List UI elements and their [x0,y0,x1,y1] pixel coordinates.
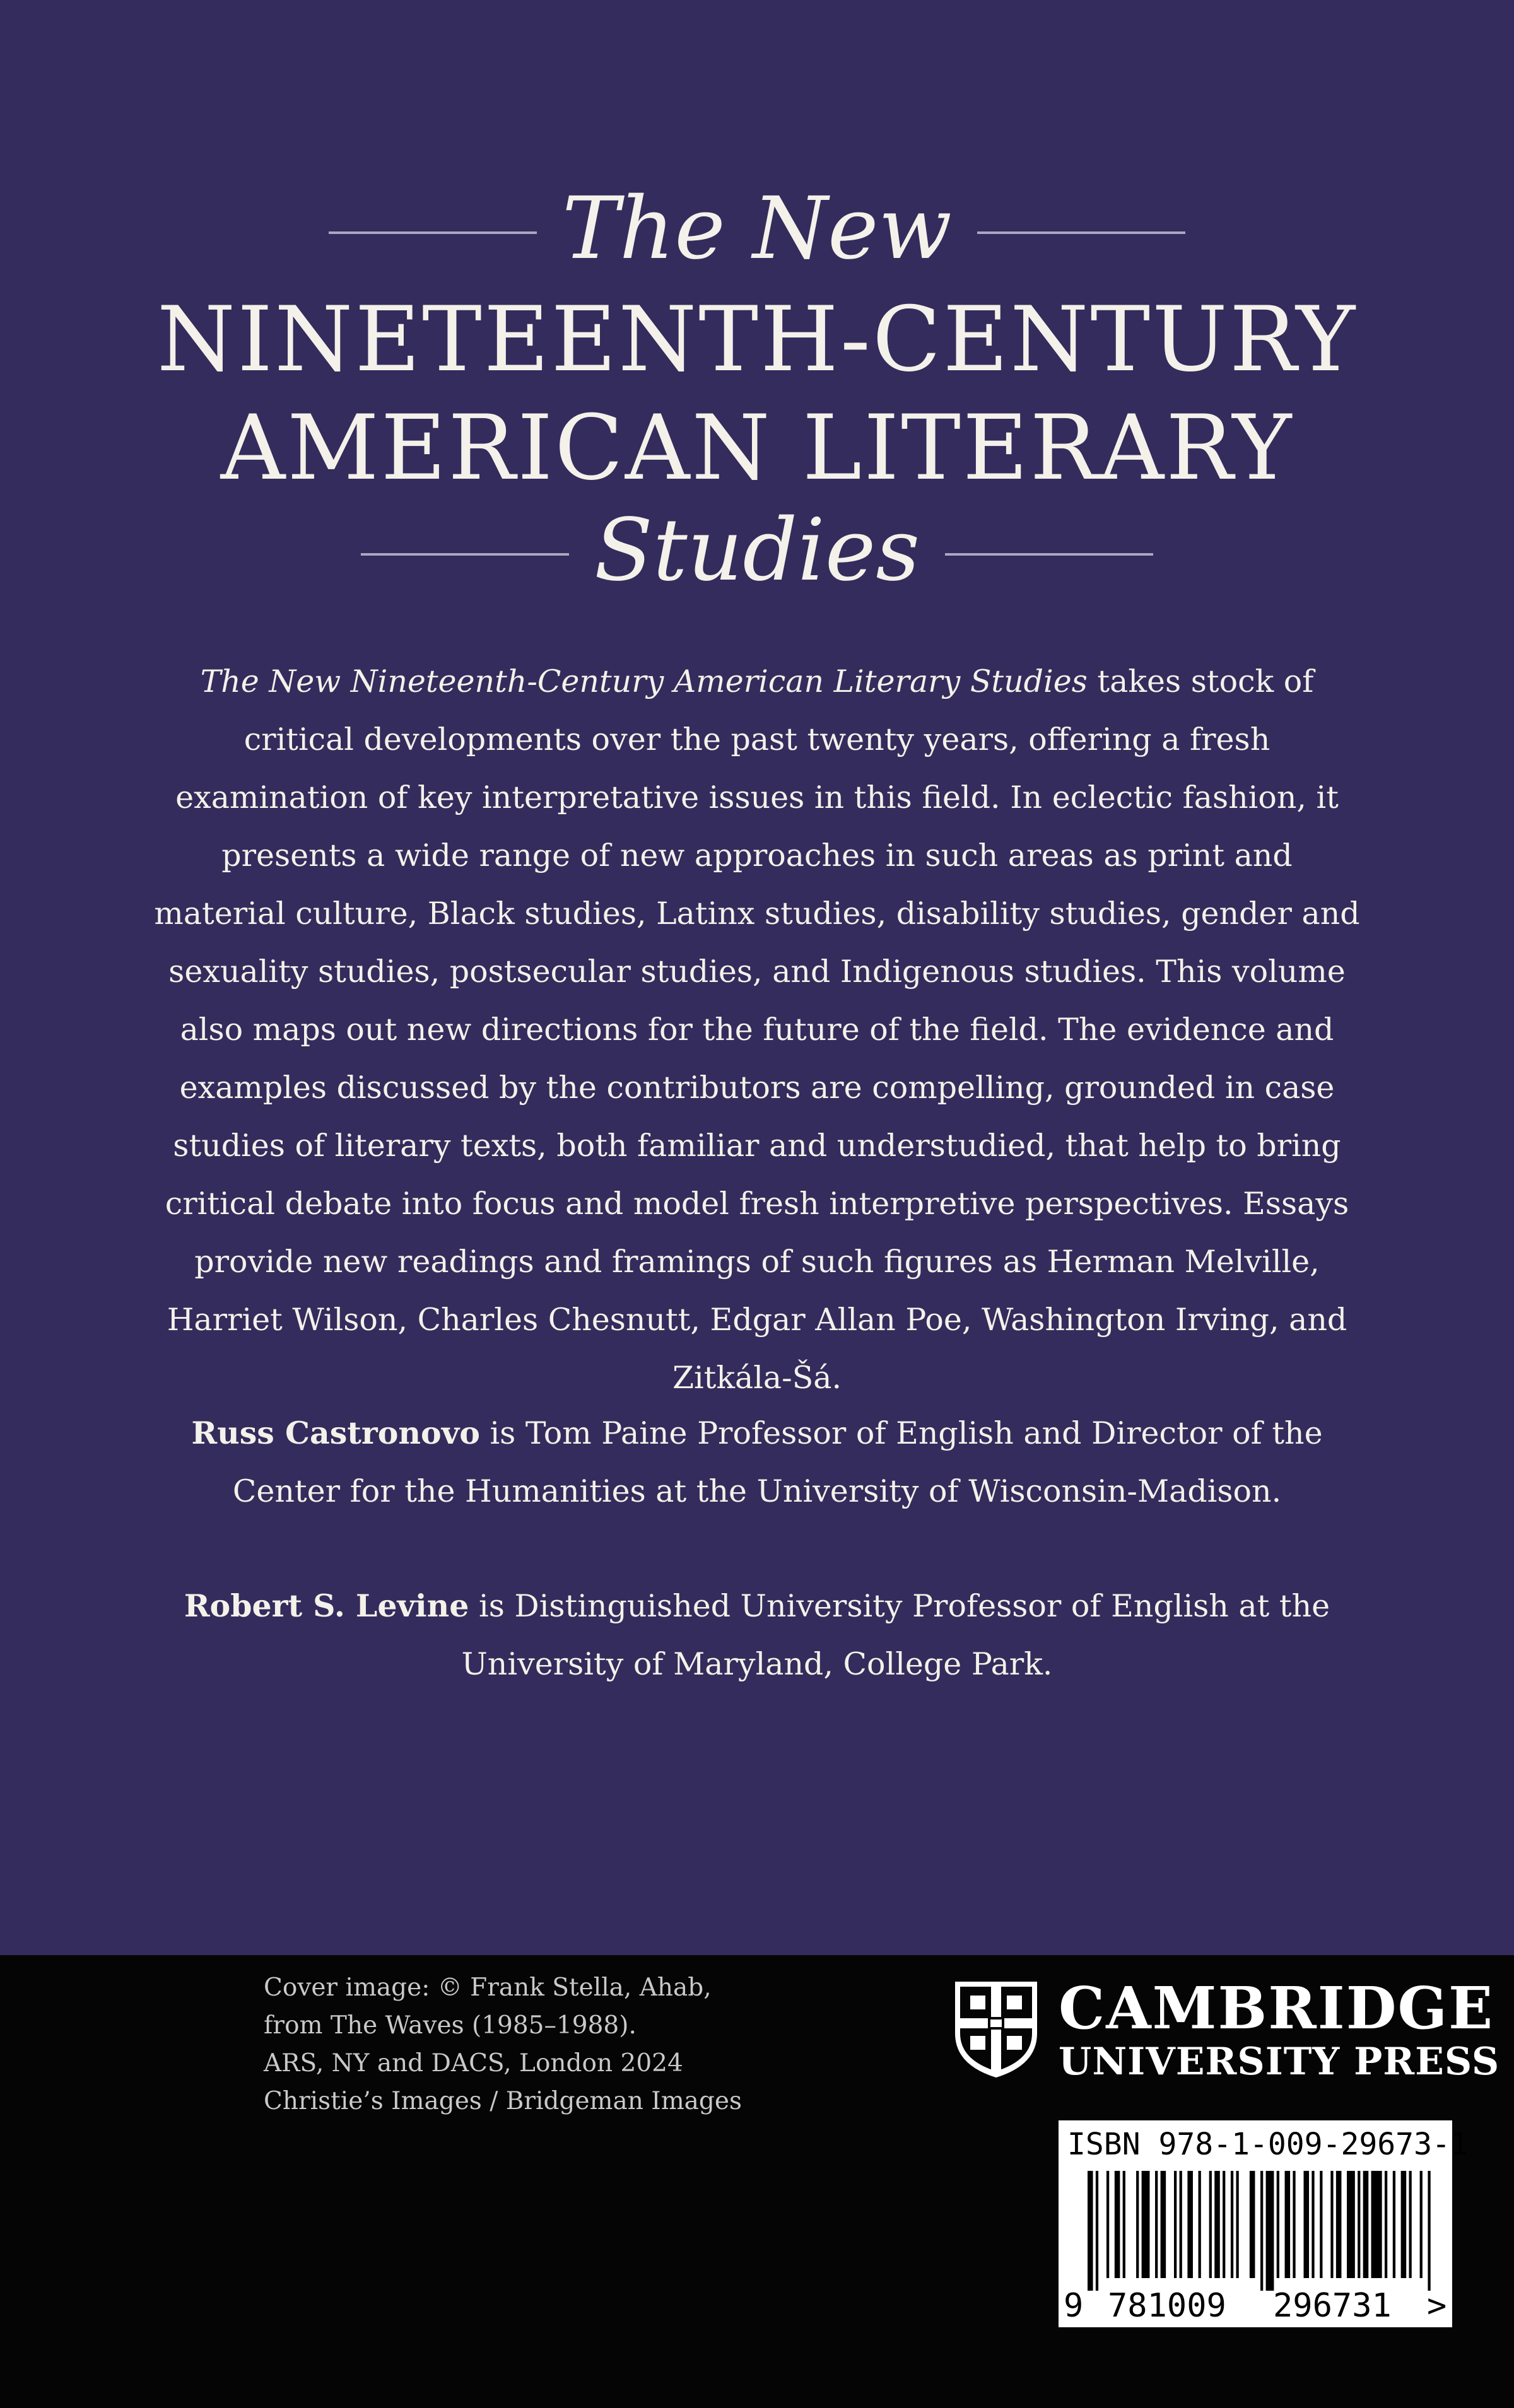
ean-lead-digit: 9 [1064,2287,1084,2325]
barcode-bar [1428,2171,1430,2291]
author-name: Russ Castronovo [191,1415,480,1451]
barcode-bar [1209,2171,1212,2278]
barcode-bar [1180,2171,1182,2278]
barcode-bar [1320,2171,1322,2278]
barcode-bars [1088,2171,1433,2291]
barcode-bar [1260,2171,1263,2291]
barcode-bar [1214,2171,1220,2278]
barcode-bar [1174,2171,1177,2278]
isbn-label: ISBN 978-1-009-29673-1 [1067,2127,1469,2162]
barcode-bar [1285,2171,1291,2278]
ean-quiet-mark: > [1427,2287,1447,2325]
barcode-bar [1155,2171,1158,2278]
title-rule-left [329,231,537,234]
author-name: Robert S. Levine [184,1587,469,1624]
ean-group-1: 781009 [1108,2287,1226,2325]
author-bio-2 [151,1577,1363,1693]
barcode-bar [1096,2171,1098,2291]
title-the-new: The New [562,179,952,279]
description-body: takes stock of critical developments over the past twenty years, offering a fresh examination of key interpretative issues in this field. In eclectic fashion, it presents a wide range of new approaches in such areas as print and material culture, Black studies, Latinx studies, disability studies, gender and sexuality studies, postsecular studies, and Indigenous studies. This volume also maps out new directions for the future of the field. The evidence and examples discussed by the contributors are compelling, grounded in case studies of literary texts, both familiar and understudied, that help to bring critical debate into focus and model fresh interpretive perspectives. Essays provide new readings and framings of such figures as Herman Melville, Harriet Wilson, Charles Chesnutt, Edgar Allan Poe, Washington Irving, and Zitkála-Šá. [154,663,1360,1396]
barcode-bar [1266,2171,1274,2291]
title-american-literary: AMERICAN LITERARY [220,396,1294,500]
credit-line: from The Waves (1985–1988). [264,2011,637,2040]
barcode-bar [1123,2171,1125,2278]
author-bio-text: is Distinguished University Professor of English at the University of Maryland, College Park. [461,1588,1330,1682]
barcode-bar [1161,2171,1166,2278]
publisher-logo [953,1974,1500,2084]
barcode-bar [1358,2171,1360,2278]
barcode-bar [1277,2171,1279,2278]
barcode-bar [1250,2171,1255,2278]
credit-line: Cover image: © Frank Stella, Ahab, [264,1973,712,2002]
barcode-bar [1330,2171,1333,2278]
barcode-bar [1231,2171,1233,2278]
credit-line: Christie’s Images / Bridgeman Images [264,2087,742,2115]
barcode-bar [1401,2171,1407,2278]
title-rule-left [361,553,569,556]
barcode-bar [1409,2171,1411,2278]
ean-digits [1059,2287,1452,2327]
barcode-bar [1385,2171,1387,2278]
publisher-subname: UNIVERSITY PRESS [1059,2040,1500,2084]
barcode-bar [1136,2171,1139,2278]
title-studies: Studies [594,501,920,600]
author-bio-text: is Tom Paine Professor of English and Director of the Center for the Humanities at the University of Wisconsin-Madison. [232,1415,1323,1509]
barcode-bar [1106,2171,1109,2278]
barcode-bar [1088,2171,1093,2291]
publisher-name: CAMBRIDGE [1059,1974,1494,2042]
author-bio-1 [151,1404,1363,1521]
cambridge-shield-icon [953,1979,1040,2080]
barcode-bar [1363,2171,1369,2278]
title-rule-right [977,231,1185,234]
barcode-bar [1371,2171,1382,2278]
title-row-1 [0,179,1514,279]
description-book-title: The New Nineteenth-Century American Literary Studies [200,663,1088,699]
barcode-bar [1347,2171,1355,2278]
title-row-4 [0,501,1514,600]
barcode-bar [1393,2171,1395,2278]
barcode-bar [1420,2171,1423,2278]
title-rule-right [945,553,1153,556]
barcode-bar [1199,2171,1201,2278]
barcode-bar [1115,2171,1120,2278]
barcode-bar [1223,2171,1225,2278]
credit-line: ARS, NY and DACS, London 2024 [264,2049,683,2078]
barcode-bar [1336,2171,1342,2278]
book-description [151,653,1363,1407]
barcode-bar [1304,2171,1310,2278]
isbn-barcode [1059,2120,1469,2327]
barcode-bar [1187,2171,1193,2278]
barcode-bar [1236,2171,1238,2278]
barcode-bar [1293,2171,1295,2278]
title-nineteenth-century: NINETEENTH-CENTURY [156,288,1358,392]
barcode-bar [1142,2171,1150,2278]
cover-image-credits [264,1969,742,2120]
barcode-bar [1312,2171,1314,2278]
ean-group-2: 296731 [1273,2287,1392,2325]
